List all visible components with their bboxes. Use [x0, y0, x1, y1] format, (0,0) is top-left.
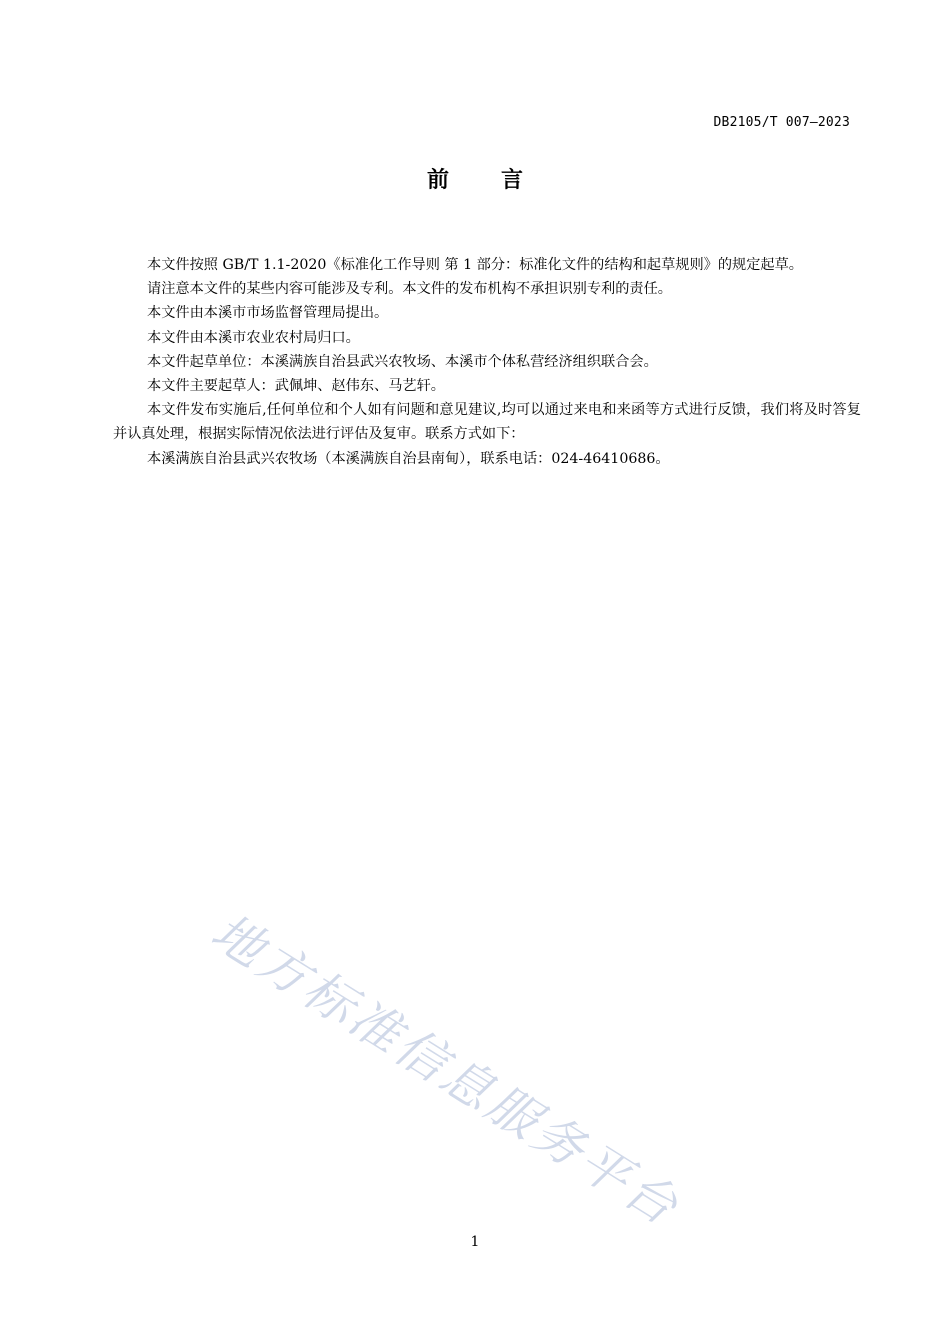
- paragraph-patent-notice: 请注意本文件的某些内容可能涉及专利。本文件的发布机构不承担识别专利的责任。: [147, 281, 672, 298]
- paragraph-drafting-rules: 本文件按照 GB/T 1.1-2020《标准化工作导则 第 1 部分：标准化文件的结构和起草规则》的规定起草。: [147, 257, 803, 273]
- section-title-part-2: 言: [501, 168, 524, 193]
- watermark: 地方标准信息服务平台: [201, 902, 691, 1238]
- section-title-part-1: 前: [426, 168, 449, 193]
- paragraph-proposer: 本文件由本溪市市场监督管理局提出。: [147, 305, 389, 322]
- document-number: DB2105/T 007—2023: [713, 115, 850, 130]
- page-number: 1: [470, 1234, 480, 1250]
- paragraph-contact: 本溪满族自治县武兴农牧场（本溪满族自治县南甸），联系电话：024-46410686。: [147, 450, 670, 467]
- paragraph-centralized-unit: 本文件由本溪市农业农村局归口。: [147, 329, 360, 346]
- section-title: [0, 163, 950, 194]
- paragraph-drafting-units: 本文件起草单位：本溪满族自治县武兴农牧场、本溪市个体私营经济组织联合会。: [147, 353, 658, 370]
- paragraph-drafters: 本文件主要起草人：武佩坤、赵伟东、马艺轩。: [147, 378, 445, 395]
- foreword-body: [113, 253, 861, 471]
- paragraph-feedback: 本文件发布实施后,任何单位和个人如有问题和意见建议,均可以通过来电和来函等方式进行反馈，我们将及时答复并认真处理，根据实际情况依法进行评估及复审。联系方式如下：: [113, 402, 861, 443]
